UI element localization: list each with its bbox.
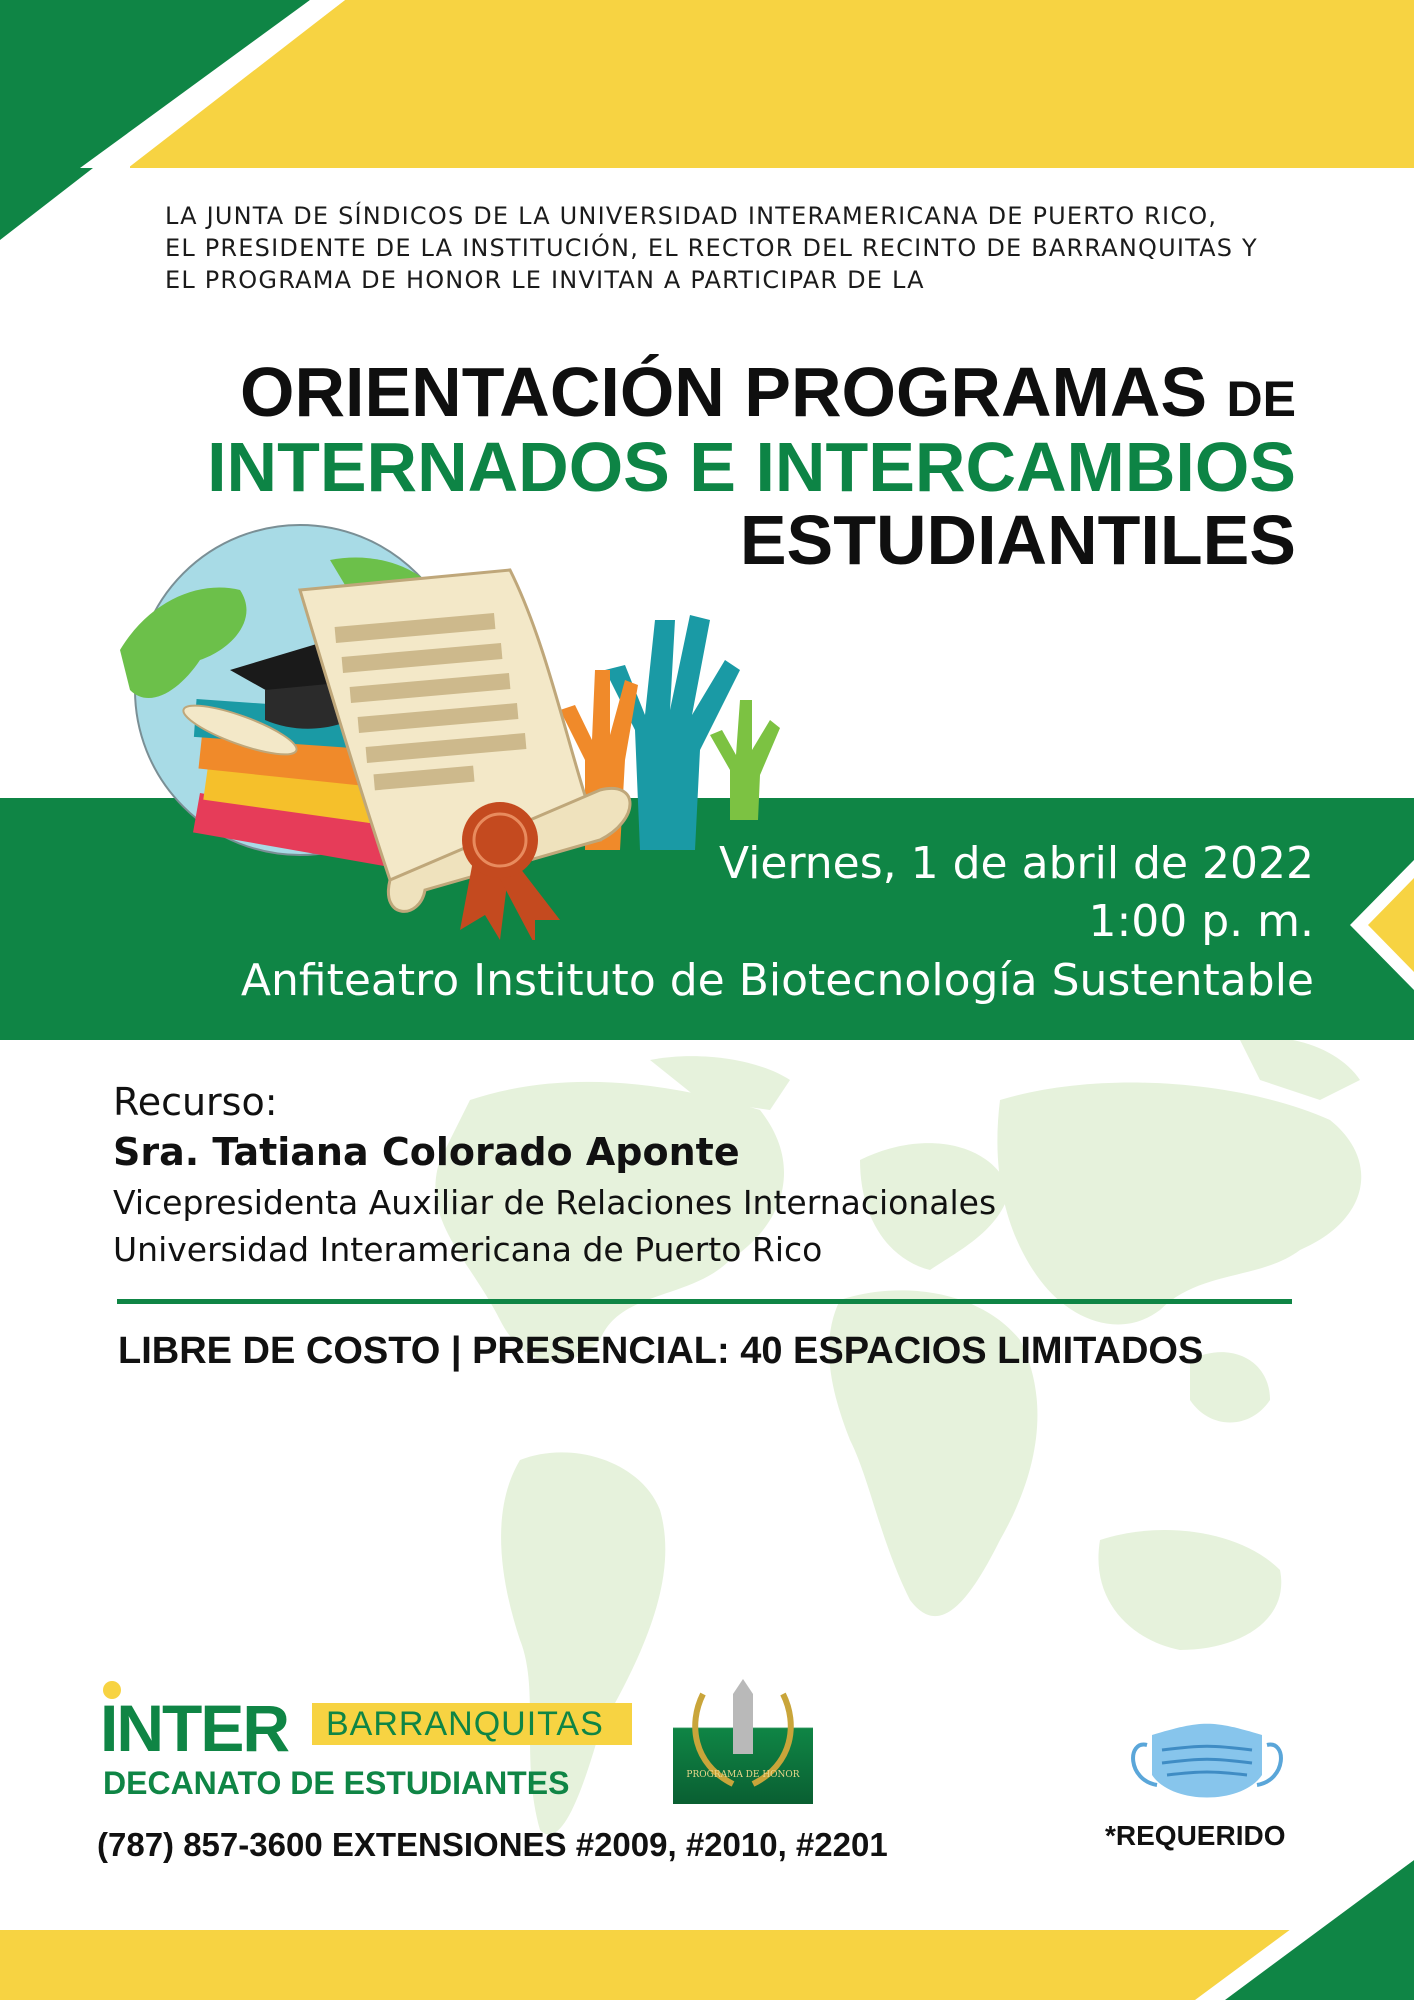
title-suffix: DE bbox=[1226, 371, 1296, 427]
invitation-line-1: LA JUNTA DE SÍNDICOS DE LA UNIVERSIDAD INTERAMERICANA DE PUERTO RICO, bbox=[165, 202, 1218, 230]
resource-label: Recurso: bbox=[113, 1080, 278, 1124]
resource-role: Vicepresidenta Auxiliar de Relaciones Internacionales bbox=[113, 1183, 997, 1222]
mask-required-note: *REQUERIDO bbox=[1105, 1820, 1286, 1851]
invitation-text bbox=[165, 200, 1295, 296]
event-time: 1:00 p. m. bbox=[1088, 896, 1314, 947]
title-line-2: INTERNADOS E INTERCAMBIOS bbox=[207, 428, 1296, 506]
resource-name: Sra. Tatiana Colorado Aponte bbox=[113, 1130, 740, 1174]
honor-logo-text: PROGRAMA DE HONOR bbox=[686, 1770, 800, 1780]
contact-info: (787) 857-3600 EXTENSIONES #2009, #2010, #2201 bbox=[97, 1826, 888, 1863]
invitation-line-2: EL PRESIDENTE DE LA INSTITUCIÓN, EL RECTOR DEL RECINTO DE BARRANQUITAS Y bbox=[165, 234, 1258, 262]
inter-logo-text: INTER bbox=[100, 1691, 288, 1765]
section-divider bbox=[117, 1299, 1292, 1304]
title-line-1 bbox=[240, 352, 1296, 432]
honor-program-logo bbox=[673, 1664, 813, 1804]
invitation-line-3: EL PROGRAMA DE HONOR LE INVITAN A PARTICIPAR DE LA bbox=[165, 266, 925, 294]
event-details: LIBRE DE COSTO | PRESENCIAL: 40 ESPACIOS LIMITADOS bbox=[118, 1330, 1204, 1372]
resource-organization: Universidad Interamericana de Puerto Rico bbox=[113, 1230, 823, 1269]
event-location: Anfiteatro Instituto de Biotecnología Sustentable bbox=[240, 955, 1314, 1006]
event-date: Viernes, 1 de abril de 2022 bbox=[719, 838, 1314, 889]
education-illustration bbox=[80, 520, 820, 940]
campus-label: BARRANQUITAS bbox=[312, 1703, 632, 1745]
department-label: DECANATO DE ESTUDIANTES bbox=[103, 1765, 570, 1801]
bottom-corner-decoration bbox=[0, 1860, 1414, 2000]
band-arrow-decoration bbox=[1350, 860, 1414, 990]
laurel-icon bbox=[673, 1664, 813, 1804]
title-line-3: ESTUDIANTILES bbox=[739, 501, 1296, 579]
title-main: ORIENTACIÓN PROGRAMAS bbox=[240, 353, 1208, 431]
face-mask-icon bbox=[1122, 1715, 1292, 1815]
